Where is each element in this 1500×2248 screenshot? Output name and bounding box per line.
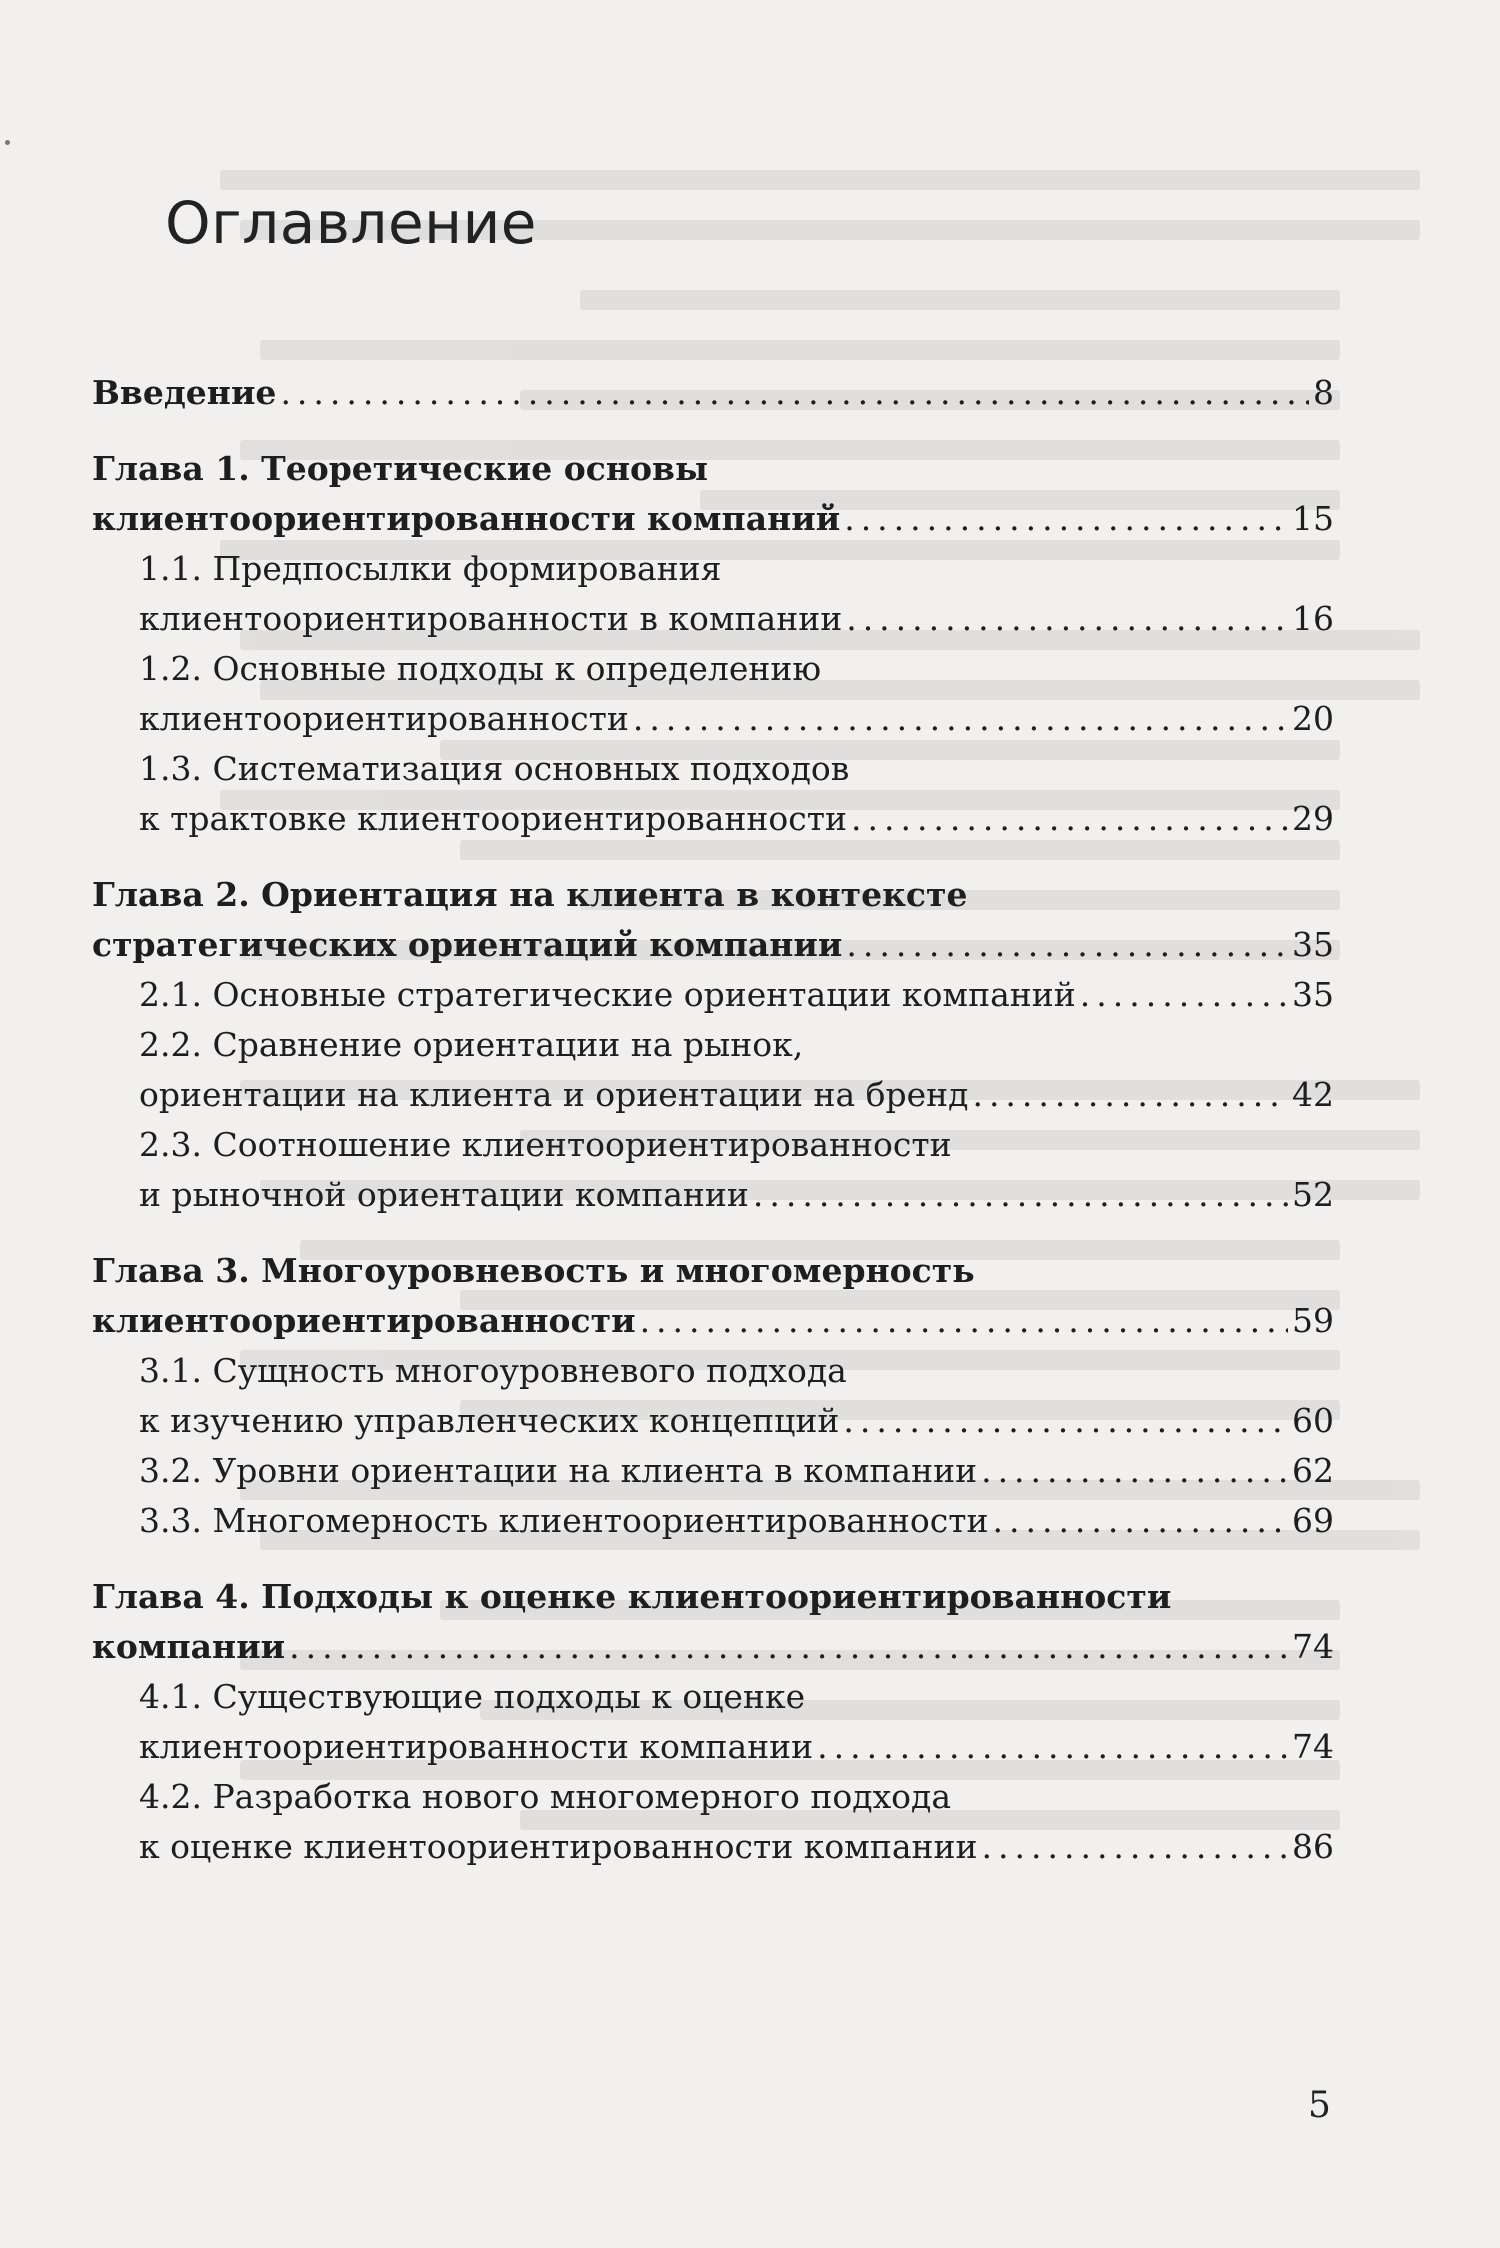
dot-leader bbox=[1080, 970, 1288, 1020]
toc-entry-text: Глава 1. Теоретические основы bbox=[92, 449, 709, 488]
toc-chapter-group bbox=[92, 444, 1334, 844]
toc-entry-text: Глава 3. Многоуровневость и многомерность bbox=[92, 1251, 975, 1290]
dot-leader bbox=[289, 1622, 1288, 1672]
toc-section-entry[interactable] bbox=[92, 1020, 1334, 1120]
toc-section-entry[interactable] bbox=[92, 1672, 1334, 1772]
toc-page-number: 52 bbox=[1292, 1175, 1334, 1214]
toc-entry-text: к трактовке клиентоориентированности bbox=[139, 799, 847, 838]
dot-leader bbox=[846, 594, 1288, 644]
toc-page-number: 69 bbox=[1292, 1501, 1334, 1540]
toc-chapter-entry[interactable] bbox=[92, 368, 1334, 418]
dot-leader bbox=[817, 1722, 1288, 1772]
toc-chapter-entry[interactable] bbox=[92, 1572, 1334, 1672]
toc-entry-text: клиентоориентированности bbox=[139, 699, 629, 738]
toc-entry-text: стратегических ориентаций компании bbox=[92, 925, 843, 964]
toc-entry-text: 2.2. Сравнение ориентации на рынок, bbox=[139, 1025, 804, 1064]
toc-entry-text: 3.3. Многомерность клиентоориентированности bbox=[139, 1501, 989, 1540]
toc-page-number: 86 bbox=[1292, 1827, 1334, 1866]
toc-entry-text: к оценке клиентоориентированности компании bbox=[139, 1827, 978, 1866]
toc-section-entry[interactable] bbox=[92, 1772, 1334, 1872]
toc-entry-text: 2.1. Основные стратегические ориентации компаний bbox=[139, 975, 1076, 1014]
toc-page-number: 35 bbox=[1292, 975, 1334, 1014]
dot-leader bbox=[982, 1822, 1288, 1872]
toc-entry-text: к изучению управленческих концепций bbox=[139, 1401, 840, 1440]
toc-page-number: 8 bbox=[1313, 373, 1334, 412]
toc-page-number: 42 bbox=[1292, 1075, 1334, 1114]
toc-entry-text: 4.2. Разработка нового многомерного подхода bbox=[139, 1777, 952, 1816]
toc-entry-text: 4.1. Существующие подходы к оценке bbox=[139, 1677, 806, 1716]
toc-entry-text: клиентоориентированности компании bbox=[139, 1727, 814, 1766]
toc-page-number: 29 bbox=[1292, 799, 1334, 838]
toc-section-entry[interactable] bbox=[92, 744, 1334, 844]
toc-chapter-group bbox=[92, 870, 1334, 1220]
toc-entry-text: Введение bbox=[92, 373, 277, 412]
toc-section-entry[interactable] bbox=[92, 544, 1334, 644]
dot-leader bbox=[851, 794, 1288, 844]
toc-entry-text: 2.3. Соотношение клиентоориентированности bbox=[139, 1125, 952, 1164]
toc-page-number: 59 bbox=[1292, 1301, 1334, 1340]
toc-entry-text: 3.1. Сущность многоуровневого подхода bbox=[139, 1351, 847, 1390]
toc-page-number: 35 bbox=[1292, 925, 1334, 964]
dot-leader bbox=[972, 1070, 1288, 1120]
dot-leader bbox=[753, 1170, 1288, 1220]
dot-leader bbox=[280, 368, 1309, 418]
toc-entry-text: клиентоориентированности в компании bbox=[139, 599, 843, 638]
toc-section-entry[interactable] bbox=[92, 1446, 1334, 1496]
toc-section-entry[interactable] bbox=[92, 1120, 1334, 1220]
dot-leader bbox=[633, 694, 1288, 744]
dot-leader bbox=[992, 1496, 1288, 1546]
toc-section-entry[interactable] bbox=[92, 1346, 1334, 1446]
toc-entry-text: Глава 2. Ориентация на клиента в контексте bbox=[92, 875, 968, 914]
toc-chapter-entry[interactable] bbox=[92, 444, 1334, 544]
dot-leader bbox=[846, 920, 1288, 970]
toc-page-number: 74 bbox=[1292, 1727, 1334, 1766]
toc-entry-text: клиентоориентированности bbox=[92, 1301, 636, 1340]
toc-page-number: 62 bbox=[1292, 1451, 1334, 1490]
toc-entry-text: 1.2. Основные подходы к определению bbox=[139, 649, 822, 688]
toc-chapter-entry[interactable] bbox=[92, 870, 1334, 970]
page-title: Оглавление bbox=[165, 188, 537, 257]
toc-page-number: 16 bbox=[1292, 599, 1334, 638]
toc-entry-text: 3.2. Уровни ориентации на клиента в компании bbox=[139, 1451, 978, 1490]
toc-page-number: 15 bbox=[1292, 499, 1334, 538]
toc-page-number: 74 bbox=[1292, 1627, 1334, 1666]
toc-entry-text: Глава 4. Подходы к оценке клиентоориентированности bbox=[92, 1577, 1172, 1616]
page-number: 5 bbox=[1308, 2085, 1331, 2126]
dot-leader bbox=[981, 1446, 1288, 1496]
toc-entry-text: клиентоориентированности компаний bbox=[92, 499, 841, 538]
table-of-contents bbox=[92, 368, 1334, 1898]
toc-chapter-group bbox=[92, 368, 1334, 418]
toc-entry-text: 1.3. Систематизация основных подходов bbox=[139, 749, 850, 788]
toc-entry-text: компании bbox=[92, 1627, 286, 1666]
toc-section-entry[interactable] bbox=[92, 970, 1334, 1020]
dot-leader bbox=[843, 1396, 1288, 1446]
toc-page-number: 60 bbox=[1292, 1401, 1334, 1440]
toc-page-number: 20 bbox=[1292, 699, 1334, 738]
toc-section-entry[interactable] bbox=[92, 1496, 1334, 1546]
toc-chapter-entry[interactable] bbox=[92, 1246, 1334, 1346]
toc-chapter-group bbox=[92, 1572, 1334, 1872]
dot-leader bbox=[844, 494, 1288, 544]
toc-entry-text: ориентации на клиента и ориентации на бренд bbox=[139, 1075, 969, 1114]
toc-entry-text: и рыночной ориентации компании bbox=[139, 1175, 749, 1214]
dot-leader bbox=[640, 1296, 1288, 1346]
toc-chapter-group bbox=[92, 1246, 1334, 1546]
toc-entry-text: 1.1. Предпосылки формирования bbox=[139, 549, 722, 588]
toc-section-entry[interactable] bbox=[92, 644, 1334, 744]
scan-speck bbox=[5, 140, 10, 145]
